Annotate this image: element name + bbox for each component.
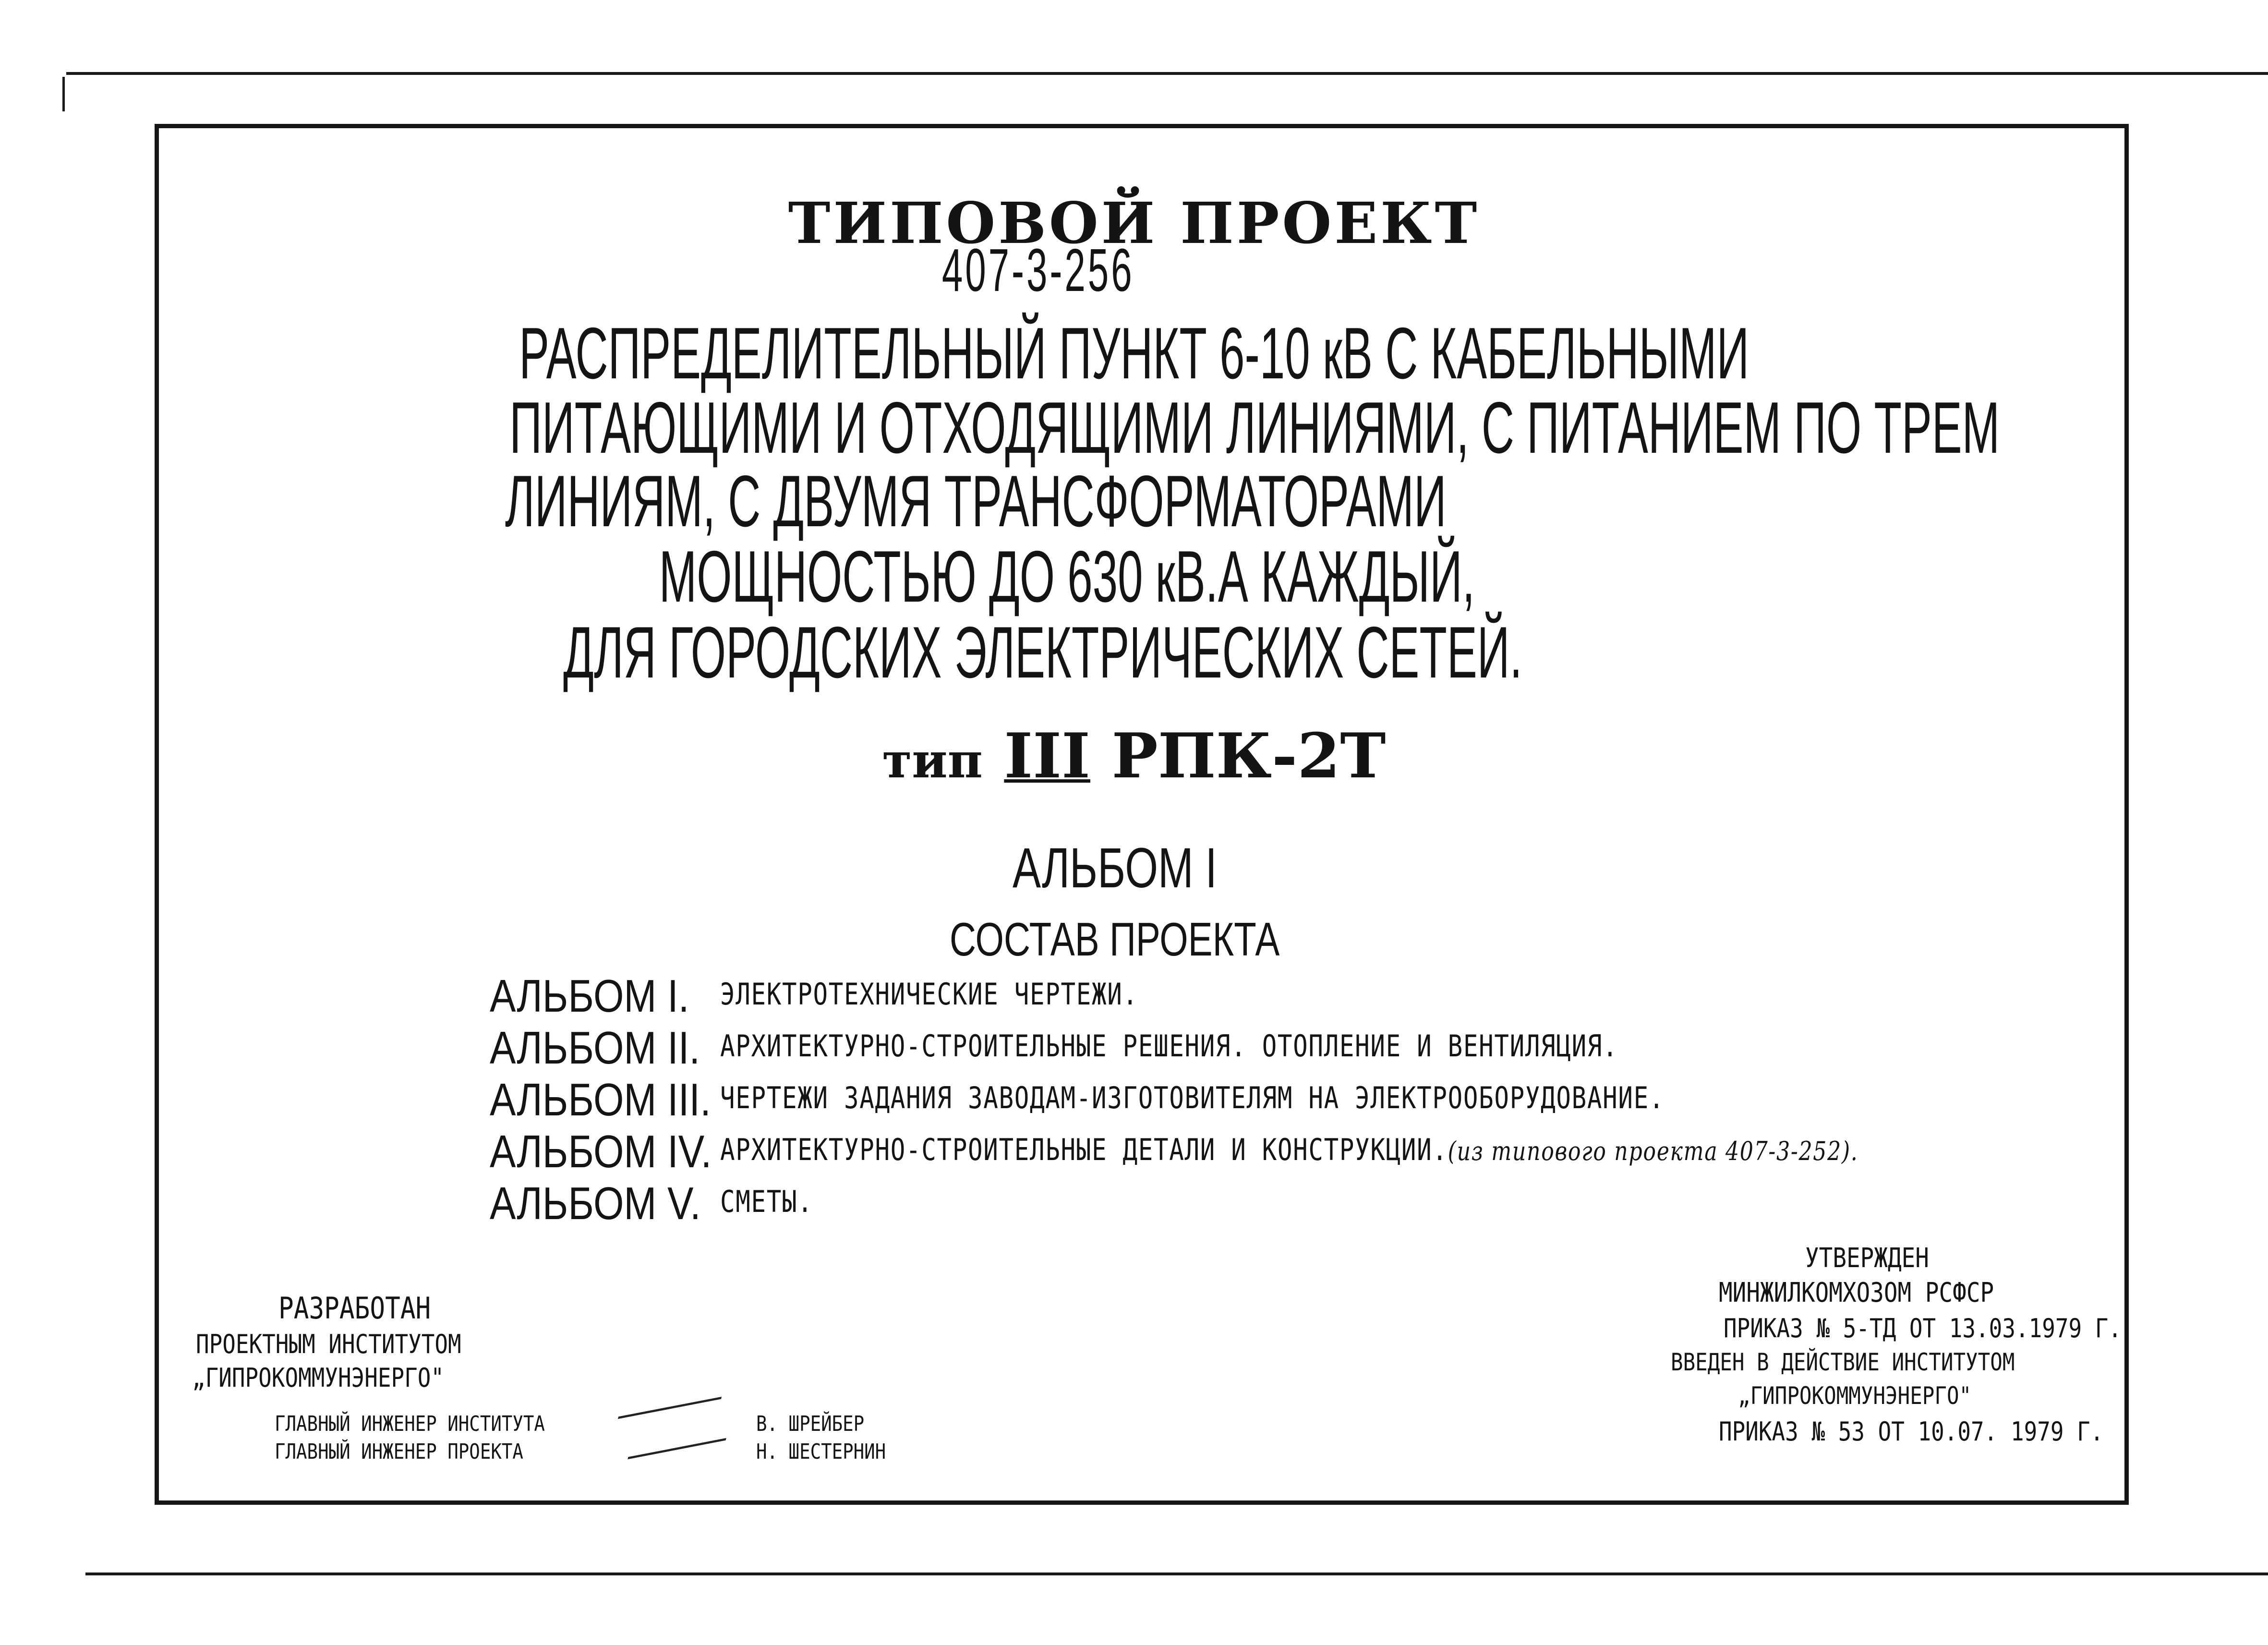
developer-heading: РАЗРАБОТАН bbox=[278, 1291, 431, 1326]
album-description: АРХИТЕКТУРНО-СТРОИТЕЛЬНЫЕ ДЕТАЛИ И КОНСТРУКЦИИ.(из типового проекта 407-3-252). bbox=[720, 1132, 1858, 1167]
chief-engineer-project-name: Н. ШЕСТЕРНИН bbox=[756, 1439, 886, 1464]
album-note: (из типового проекта 407-3-252). bbox=[1448, 1136, 1858, 1166]
album-description: ЧЕРТЕЖИ ЗАДАНИЯ ЗАВОДАМ-ИЗГОТОВИТЕЛЯМ НА ЭЛЕКТРООБОРУДОВАНИЕ. bbox=[720, 1080, 1665, 1115]
album-heading: АЛЬБОМ I bbox=[1013, 836, 1217, 900]
chief-engineer-project-title: ГЛАВНЫЙ ИНЖЕНЕР ПРОЕКТА bbox=[275, 1439, 523, 1464]
approval-order: ПРИКАЗ № 5-ТД ОТ 13.03.1979 Г. bbox=[1724, 1313, 2122, 1343]
bottom-page-line bbox=[85, 1572, 2268, 1575]
enactment-order: ПРИКАЗ № 53 ОТ 10.07. 1979 Г. bbox=[1719, 1416, 2104, 1447]
album-description: АРХИТЕКТУРНО-СТРОИТЕЛЬНЫЕ РЕШЕНИЯ. ОТОПЛЕНИЕ И ВЕНТИЛЯЦИЯ. bbox=[720, 1028, 1618, 1064]
title-line-4: МОЩНОСТЬЮ ДО 630 кВ.А КАЖДЫЙ, bbox=[659, 536, 1475, 617]
album-label: АЛЬБОМ II. bbox=[490, 1022, 700, 1074]
type-designation bbox=[0, 720, 2268, 792]
contents-heading: СОСТАВ ПРОЕКТА bbox=[950, 913, 1280, 966]
left-page-tick bbox=[62, 77, 65, 111]
title-line-1: РАСПРЕДЕЛИТЕЛЬНЫЙ ПУНКТ 6-10 кВ С КАБЕЛЬНЫМИ bbox=[519, 313, 1749, 394]
approval-authority: МИНЖИЛКОМХОЗОМ РСФСР bbox=[1719, 1277, 1994, 1308]
album-description: СМЕТЫ. bbox=[720, 1184, 813, 1219]
title-line-2: ПИТАЮЩИМИ И ОТХОДЯЩИМИ ЛИНИЯМИ, С ПИТАНИЕМ ПО ТРЕМ bbox=[509, 387, 2000, 469]
album-label: АЛЬБОМ III. bbox=[490, 1074, 711, 1125]
album-label: АЛЬБОМ V. bbox=[490, 1178, 701, 1229]
approval-heading: УТВЕРЖДЕН bbox=[1805, 1243, 1929, 1274]
developer-institute: ПРОЕКТНЫМ ИНСТИТУТОМ bbox=[196, 1329, 461, 1359]
title-line-5: ДЛЯ ГОРОДСКИХ ЭЛЕКТРИЧЕСКИХ СЕТЕЙ. bbox=[563, 612, 1522, 693]
enactment-institute: „ГИПРОКОММУНЭНЕРГО" bbox=[1738, 1382, 1972, 1410]
type-code: РПК-2Т bbox=[1111, 720, 1386, 792]
type-prefix: тип bbox=[882, 732, 983, 789]
top-page-line bbox=[66, 72, 2268, 75]
type-roman: III bbox=[1004, 720, 1090, 792]
album-label: АЛЬБОМ I. bbox=[490, 970, 689, 1022]
chief-engineer-institute-title: ГЛАВНЫЙ ИНЖЕНЕР ИНСТИТУТА bbox=[275, 1412, 545, 1436]
title-line-3: ЛИНИЯМ, С ДВУМЯ ТРАНСФОРМАТОРАМИ bbox=[505, 460, 1447, 542]
enactment-line: ВВЕДЕН В ДЕЙСТВИЕ ИНСТИТУТОМ bbox=[1671, 1348, 2015, 1376]
album-description: ЭЛЕКТРОТЕХНИЧЕСКИЕ ЧЕРТЕЖИ. bbox=[720, 977, 1138, 1012]
developer-name: „ГИПРОКОММУНЭНЕРГО" bbox=[192, 1363, 445, 1393]
project-code: 407-3-256 bbox=[941, 236, 1134, 304]
chief-engineer-institute-name: В. ШРЕЙБЕР bbox=[756, 1412, 865, 1436]
document-title: ТИПОВОЙ ПРОЕКТ bbox=[788, 190, 1480, 256]
album-label: АЛЬБОМ IV. bbox=[490, 1126, 712, 1177]
